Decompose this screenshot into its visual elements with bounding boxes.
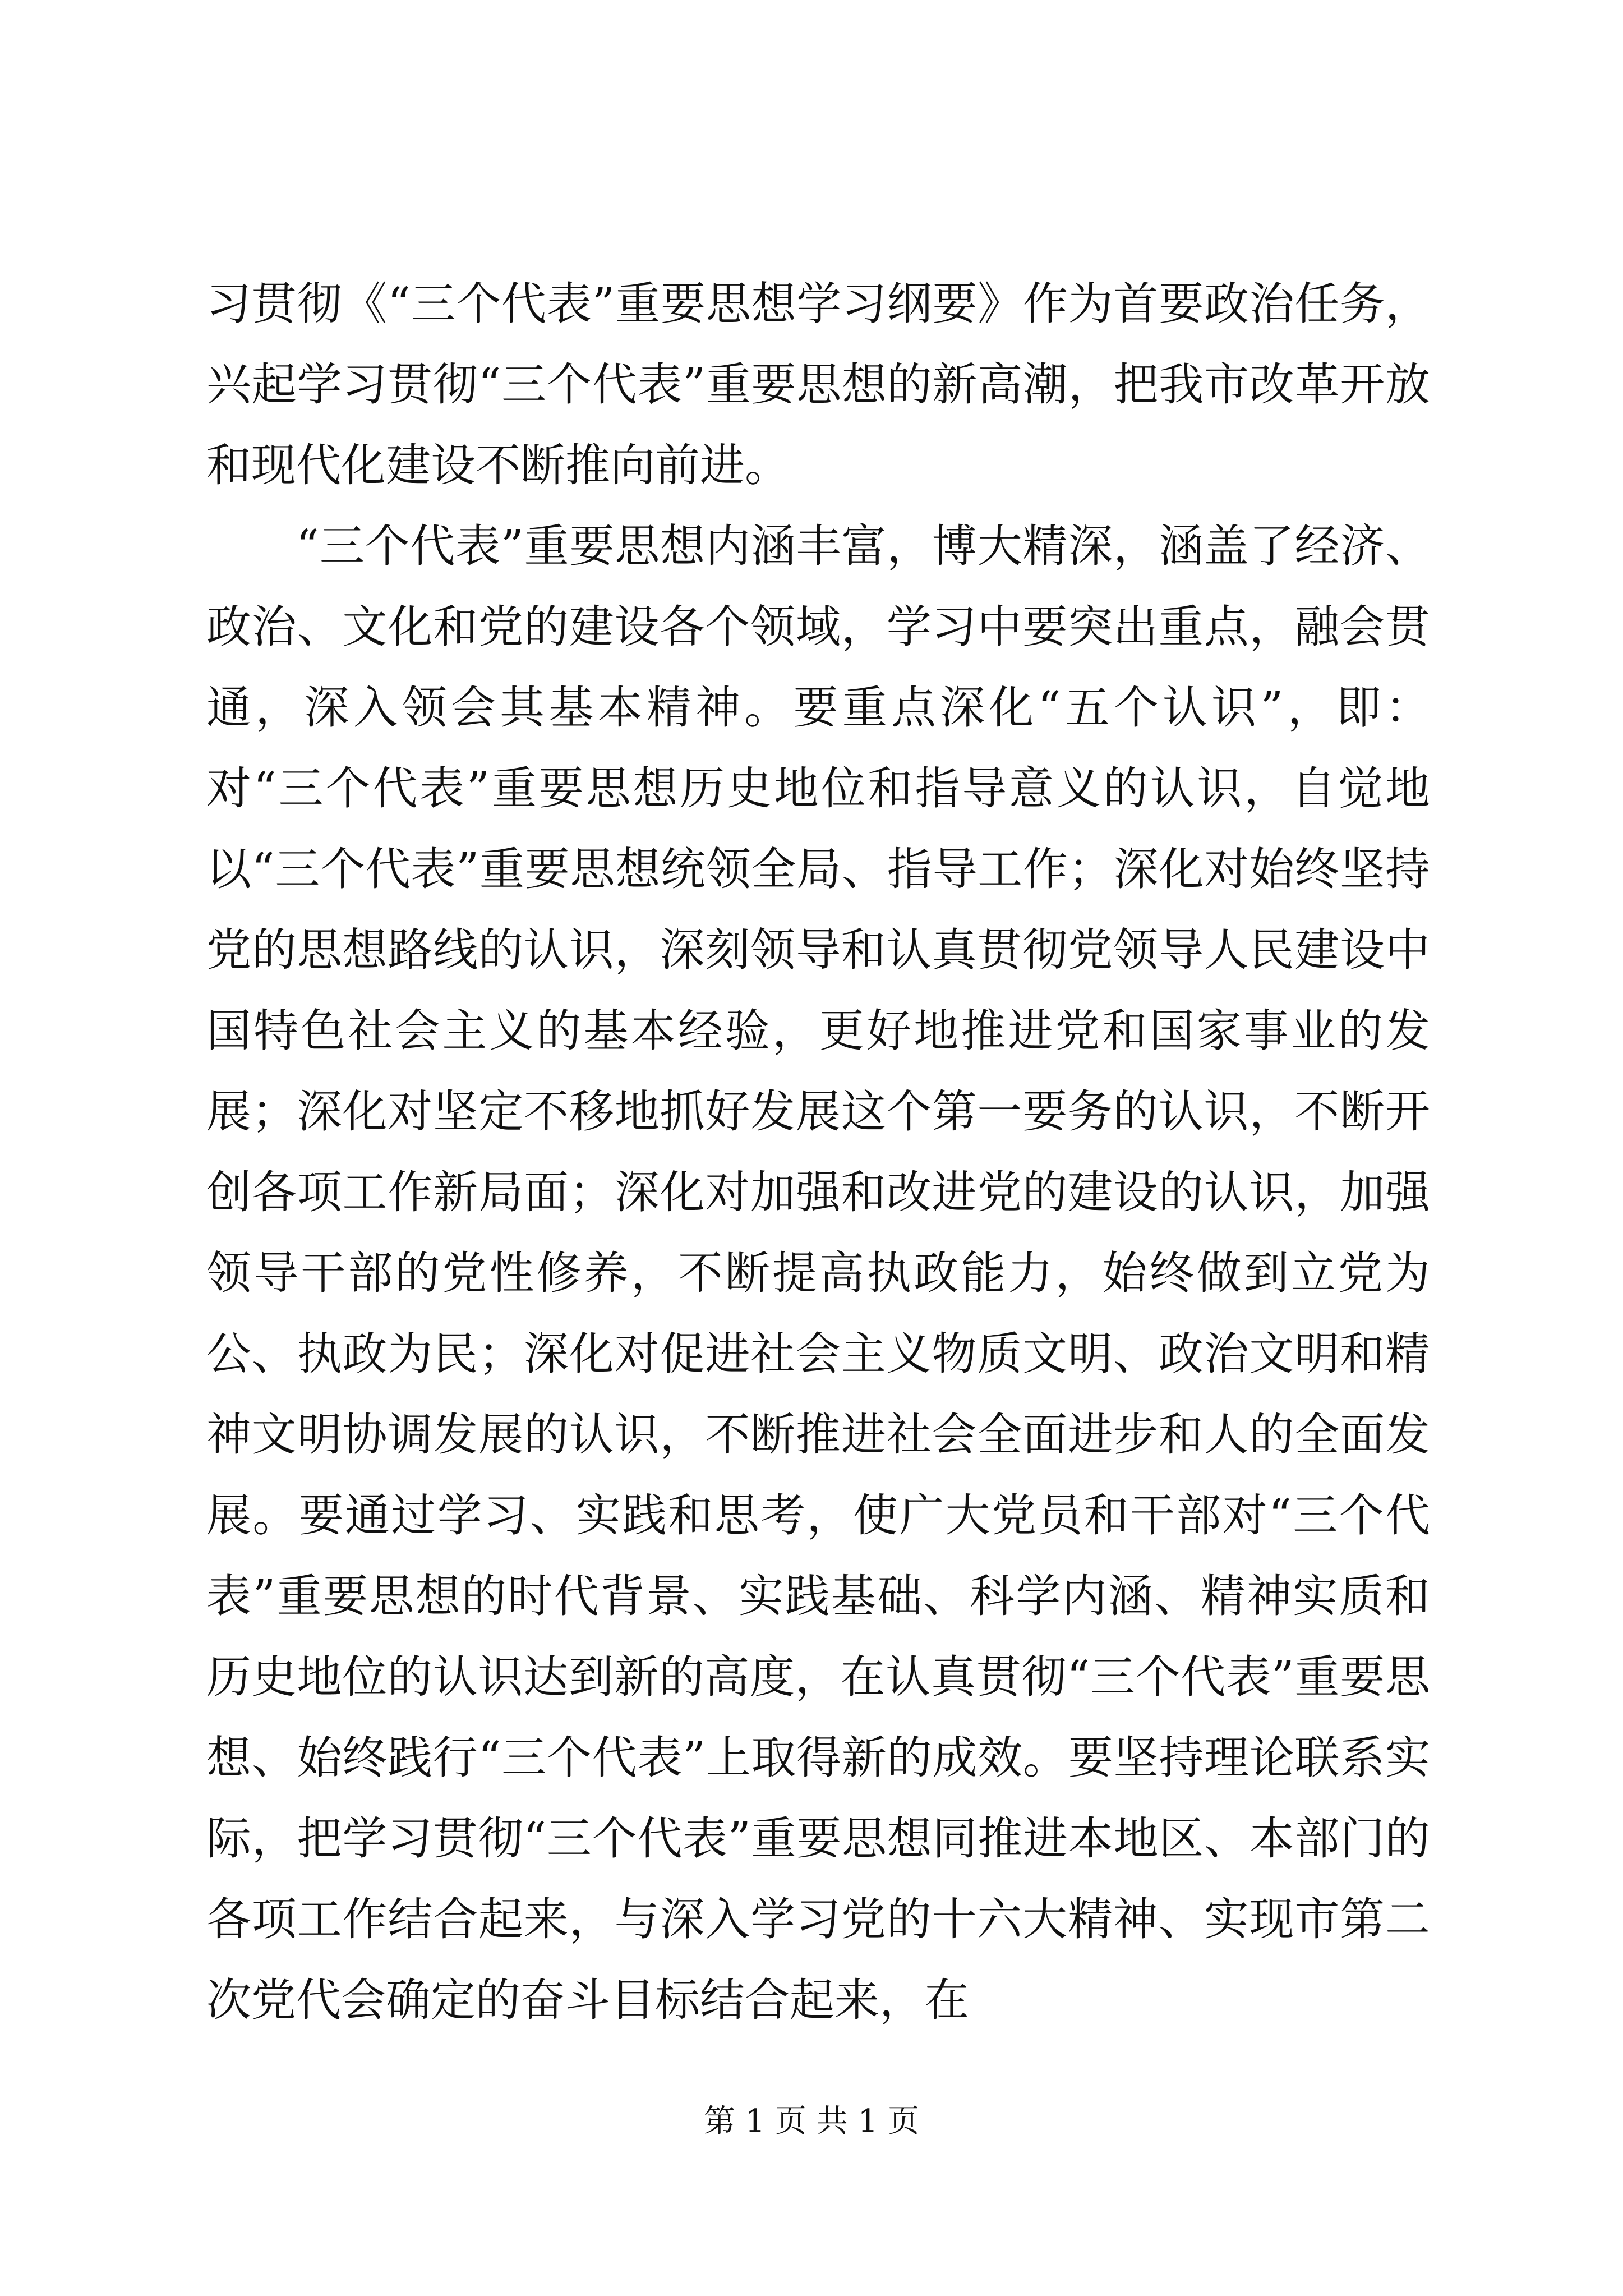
document-body xyxy=(206,264,1430,2041)
paragraph-1: 习贯彻《“三个代表”重要思想学习纲要》作为首要政治任务，兴起学习贯彻“三个代表”重要思想的新高潮，把我市改革开放和现代化建设不断推向前进。 xyxy=(206,278,1430,491)
paragraph-2: “三个代表”重要思想内涵丰富，博大精深，涵盖了经济、政治、文化和党的建设各个领域，学习中要突出重点，融会贯通，深入领会其基本精神。要重点深化“五个认识”，即：对“三个代表”重要思想历史地位和指导意义的认识，自觉地以“三个代表”重要思想统领全局、指导工作；深化对始终坚持党的思想路线的认识，深刻领导和认真贯彻党领导人民建设中国特色社会主义的基本经验，更好地推进党和国家事业的发展；深化对坚定不移地抓好发展这个第一要务的认识，不断开创各项工作新局面；深化对加强和改进党的建设的认识，加强领导干部的党性修养，不断提高执政能力，始终做到立党为公、执政为民；深化对促进社会主义物质文明、政治文明和精神文明协调发展的认识，不断推进社会全面进步和人的全面发展。要通过学习、实践和思考，使广大党员和干部对“三个代表”重要思想的时代背景、实践基础、科学内涵、精神实质和历史地位的认识达到新的高度，在认真贯彻“三个代表”重要思想、始终践行“三个代表”上取得新的成效。要坚持理论联系实际，把学习贯彻“三个代表”重要思想同推进本地区、本部门的各项工作结合起来，与深入学习党的十六大精神、实现市第二次党代会确定的奋斗目标结合起来，在 xyxy=(206,520,1430,2026)
page-number-footer: 第 1 页 共 1 页 xyxy=(703,2103,920,2139)
